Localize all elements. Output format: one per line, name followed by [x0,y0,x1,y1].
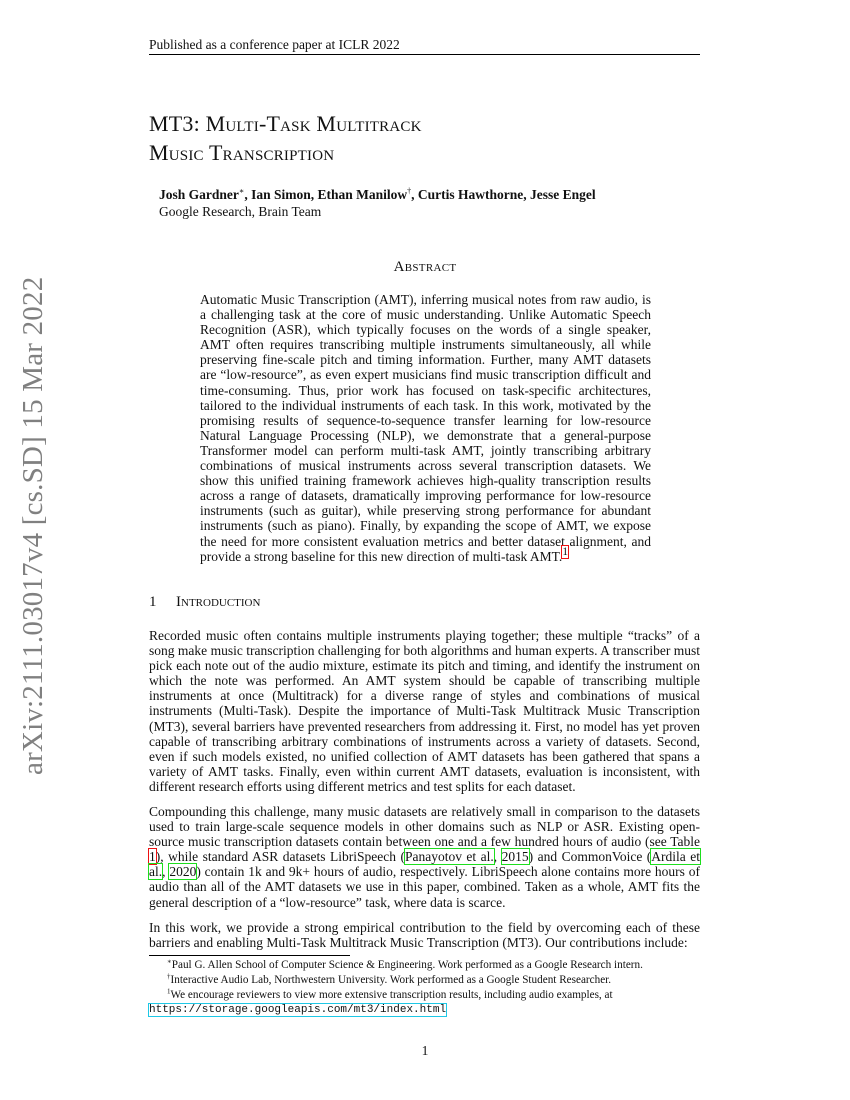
title-line2: Music Transcription [149,140,335,165]
footnote-3-mark: 1 [167,987,171,996]
citation-year-ardila[interactable]: 2020 [169,864,197,880]
para2-text-4: ) contain 1k and 9k+ hours of audio, respectively. LibriSpeech alone contains more hours of audio than all of the AMT datasets we use in this paper, combined. Taken as a whole, AMT fits the general description of a “low-resource” task, where data is scarce. [149,864,700,910]
para2-text-2: ), while standard ASR datasets LibriSpeech ( [155,849,405,865]
para2-sep-2: , [162,864,170,880]
footnote-3-text: We encourage reviewers to view more extensive transcription results, including audio examples, at [170,989,613,1001]
footnote-2-mark: † [167,972,171,981]
author-4-5: , Curtis Hawthorne, Jesse Engel [411,187,596,202]
author-1-mark: ∗ [238,186,245,196]
section-number: 1 [149,594,157,610]
author-1: Josh Gardner [159,187,239,202]
title-line1: Multi-Task Multitrack [205,111,422,136]
abstract-heading: Abstract [393,259,457,275]
section-title: Introduction [176,594,261,610]
intro-paragraph-1: Recorded music often contains multiple instruments playing together; these multiple “tracks” of a song make music transcription challenging for both algorithms and human experts. A transcriber must pick each note out of the audio mixture, estimate its pitch and timing, and identify the instrument on which the note was performed. An AMT system should be capable of transcribing multiple instruments at once (Multitrack) for a diverse range of styles and combinations of musical instruments (Multi-Task). Despite the importance of Multi-Task Multitrack Music Transcription (MT3), several barriers have prevented researchers from addressing it. First, no model has yet proven capable of transcribing arbitrary combinations of instruments across a variety of datasets. Second, even if such models existed, no unified collection of AMT datasets has been gathered that spans a variety of AMT tasks. Finally, even within current AMT datasets, evaluation is inconsistent, with different research efforts using different metrics and test splits for each dataset. [149,628,700,794]
para2-sep-1: , [493,849,502,865]
intro-paragraph-3: In this work, we provide a strong empirical contribution to the field by overcoming each of these barriers and enabling Multi-Task Multitrack Music Transcription (MT3). Our contributions include: [149,920,700,951]
para2-text-3: ) and CommonVoice ( [528,849,652,865]
results-url-link[interactable]: https://storage.googleapis.com/mt3/index.html [149,1004,447,1016]
footnote-1-mark: ∗ [167,957,172,966]
page-number: 1 [421,1043,429,1058]
footnote-2-text: Interactive Audio Lab, Northwestern University. Work performed as a Google Student Researcher. [170,974,612,986]
footnote-2 [149,973,700,987]
title-prefix: MT3: [149,111,206,136]
arxiv-stamp: arXiv:2111.03017v4 [cs.SD] 15 Mar 2022 [17,276,49,775]
intro-paragraph-2 [149,804,700,910]
footnote-1-text: Paul G. Allen School of Computer Science & Engineering. Work performed as a Google Research intern. [171,959,643,971]
running-header: Published as a conference paper at ICLR 2022 [149,36,700,55]
footnote-rule [149,955,350,956]
table-ref-link[interactable]: 1 [149,849,156,865]
affiliation: Google Research, Brain Team [159,204,322,219]
paper-title [149,109,422,167]
section-heading [149,594,260,611]
citation-year-panayotov[interactable]: 2015 [501,849,529,865]
abstract-body [200,292,651,564]
author-2-3: , Ian Simon, Ethan Manilow [244,187,408,202]
abstract-text: Automatic Music Transcription (AMT), inferring musical notes from raw audio, is a challenging task at the core of music understanding. Unlike Automatic Speech Recognition (ASR), which typically focuses on the words of a single speaker, AMT often requires transcribing multiple instruments simultaneously, all while preserving fine-scale pitch and timing information. Further, many AMT datasets are “low-resource”, as even expert musicians find music transcription difficult and time-consuming. Thus, prior work has focused on task-specific architectures, tailored to the individual instruments of each task. In this work, motivated by the promising results of sequence-to-sequence transfer learning for low-resource Natural Language Processing (NLP), we demonstrate that a general-purpose Transformer model can perform multi-task AMT, jointly transcribing arbitrary combinations of musical instruments across several transcription datasets. We show this unified training framework achieves high-quality transcription results across a range of datasets, dramatically improving performance for low-resource instruments (such as guitar), while preserving strong performance for abundant instruments (such as piano). Finally, by expanding the scope of AMT, we expose the need for more consistent evaluation metrics and better dataset alignment, and provide a strong baseline for this new direction of multi-task AMT. [200,292,651,564]
author-3-mark: † [407,186,412,196]
footnote-link[interactable]: 1 [562,546,568,559]
para2-text-1: Compounding this challenge, many music datasets are relatively small in comparison to the datasets used to train large-scale sequence models in other domains such as NLP or ASR. Existing open-source music transcription datasets contain between one and a few hundred hours of audio (see Table [149,804,700,850]
citation-link-panayotov[interactable]: Panayotov et al. [404,849,494,865]
footnote-1 [149,958,700,972]
author-list [159,187,596,203]
footnote-3 [149,988,700,1017]
citation-link-ardila[interactable]: Ardila et al. [149,849,701,880]
